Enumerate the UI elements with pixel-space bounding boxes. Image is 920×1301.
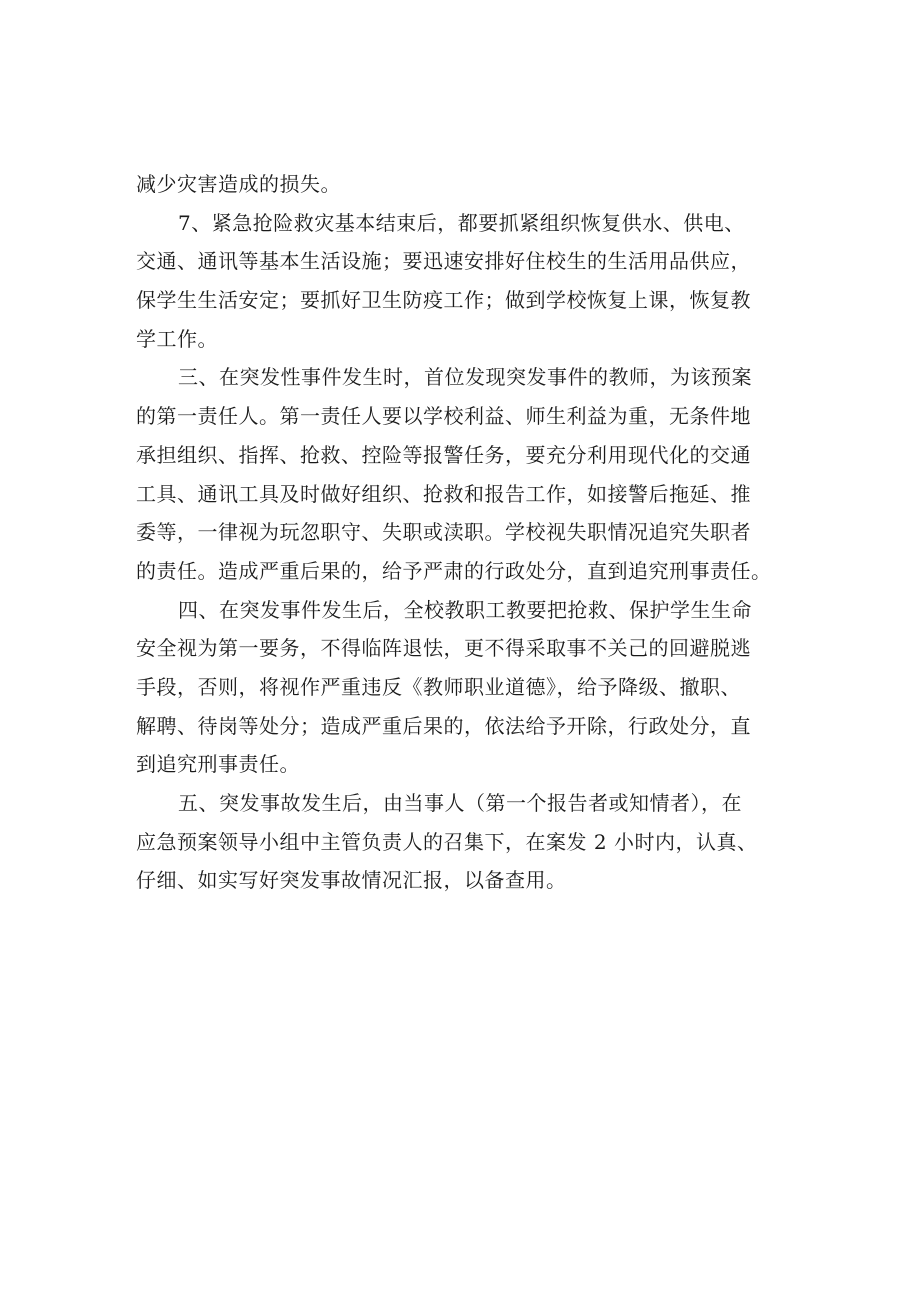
paragraph-section-3 — [136, 358, 806, 590]
paragraph-item-7 — [136, 204, 806, 359]
text-line: 交通、通讯等基本生活设施；要迅速安排好住校生的生活用品供应， — [136, 249, 751, 274]
text-line: 安全视为第一要务，不得临阵退怯，更不得采取事不关己的回避脱逃 — [136, 636, 751, 661]
text-line: 减少灾害造成的损失。 — [136, 172, 341, 196]
text-line: 承担组织、指挥、抢救、控险等报警任务，要充分利用现代化的交通 — [136, 442, 751, 467]
document-body — [136, 165, 806, 900]
paragraph-continuation — [136, 165, 806, 204]
text-line: 应急预案领导小组中主管负责人的召集下，在案发 2 小时内，认真、 — [136, 829, 758, 854]
text-line: 的责任。造成严重后果的，给予严肃的行政处分，直到追究刑事责任。 — [136, 558, 772, 583]
text-line: 仔细、如实写好突发事故情况汇报，以备查用。 — [136, 868, 567, 893]
text-line: 学工作。 — [136, 326, 218, 351]
paragraph-section-4 — [136, 591, 806, 784]
text-line: 委等，一律视为玩忽职守、失职或渎职。学校视失职情况追究失职者 — [136, 520, 751, 545]
text-line: 7、紧急抢险救灾基本结束后，都要抓紧组织恢复供水、供电、 — [178, 210, 745, 235]
text-line: 解聘、待岗等处分；造成严重后果的，依法给予开除，行政处分，直 — [136, 713, 751, 738]
paragraph-section-5 — [136, 784, 806, 900]
text-line: 四、在突发事件发生后，全校教职工教要把抢救、保护学生生命 — [178, 597, 752, 622]
text-line: 手段，否则，将视作严重违反《教师职业道德》，给予降级、撤职、 — [136, 674, 741, 699]
text-line: 工具、通讯工具及时做好组织、抢救和报告工作，如接警后拖延、推 — [136, 481, 751, 506]
text-line: 五、突发事故发生后，由当事人（第一个报告者或知情者），在 — [178, 791, 742, 815]
text-line: 保学生生活安定；要抓好卫生防疫工作；做到学校恢复上课，恢复教 — [136, 288, 751, 313]
text-line: 的第一责任人。第一责任人要以学校利益、师生利益为重，无条件地 — [136, 404, 751, 429]
text-line: 到追究刑事责任。 — [136, 752, 300, 777]
text-line: 三、在突发性事件发生时，首位发现突发事件的教师，为该预案 — [178, 365, 752, 390]
